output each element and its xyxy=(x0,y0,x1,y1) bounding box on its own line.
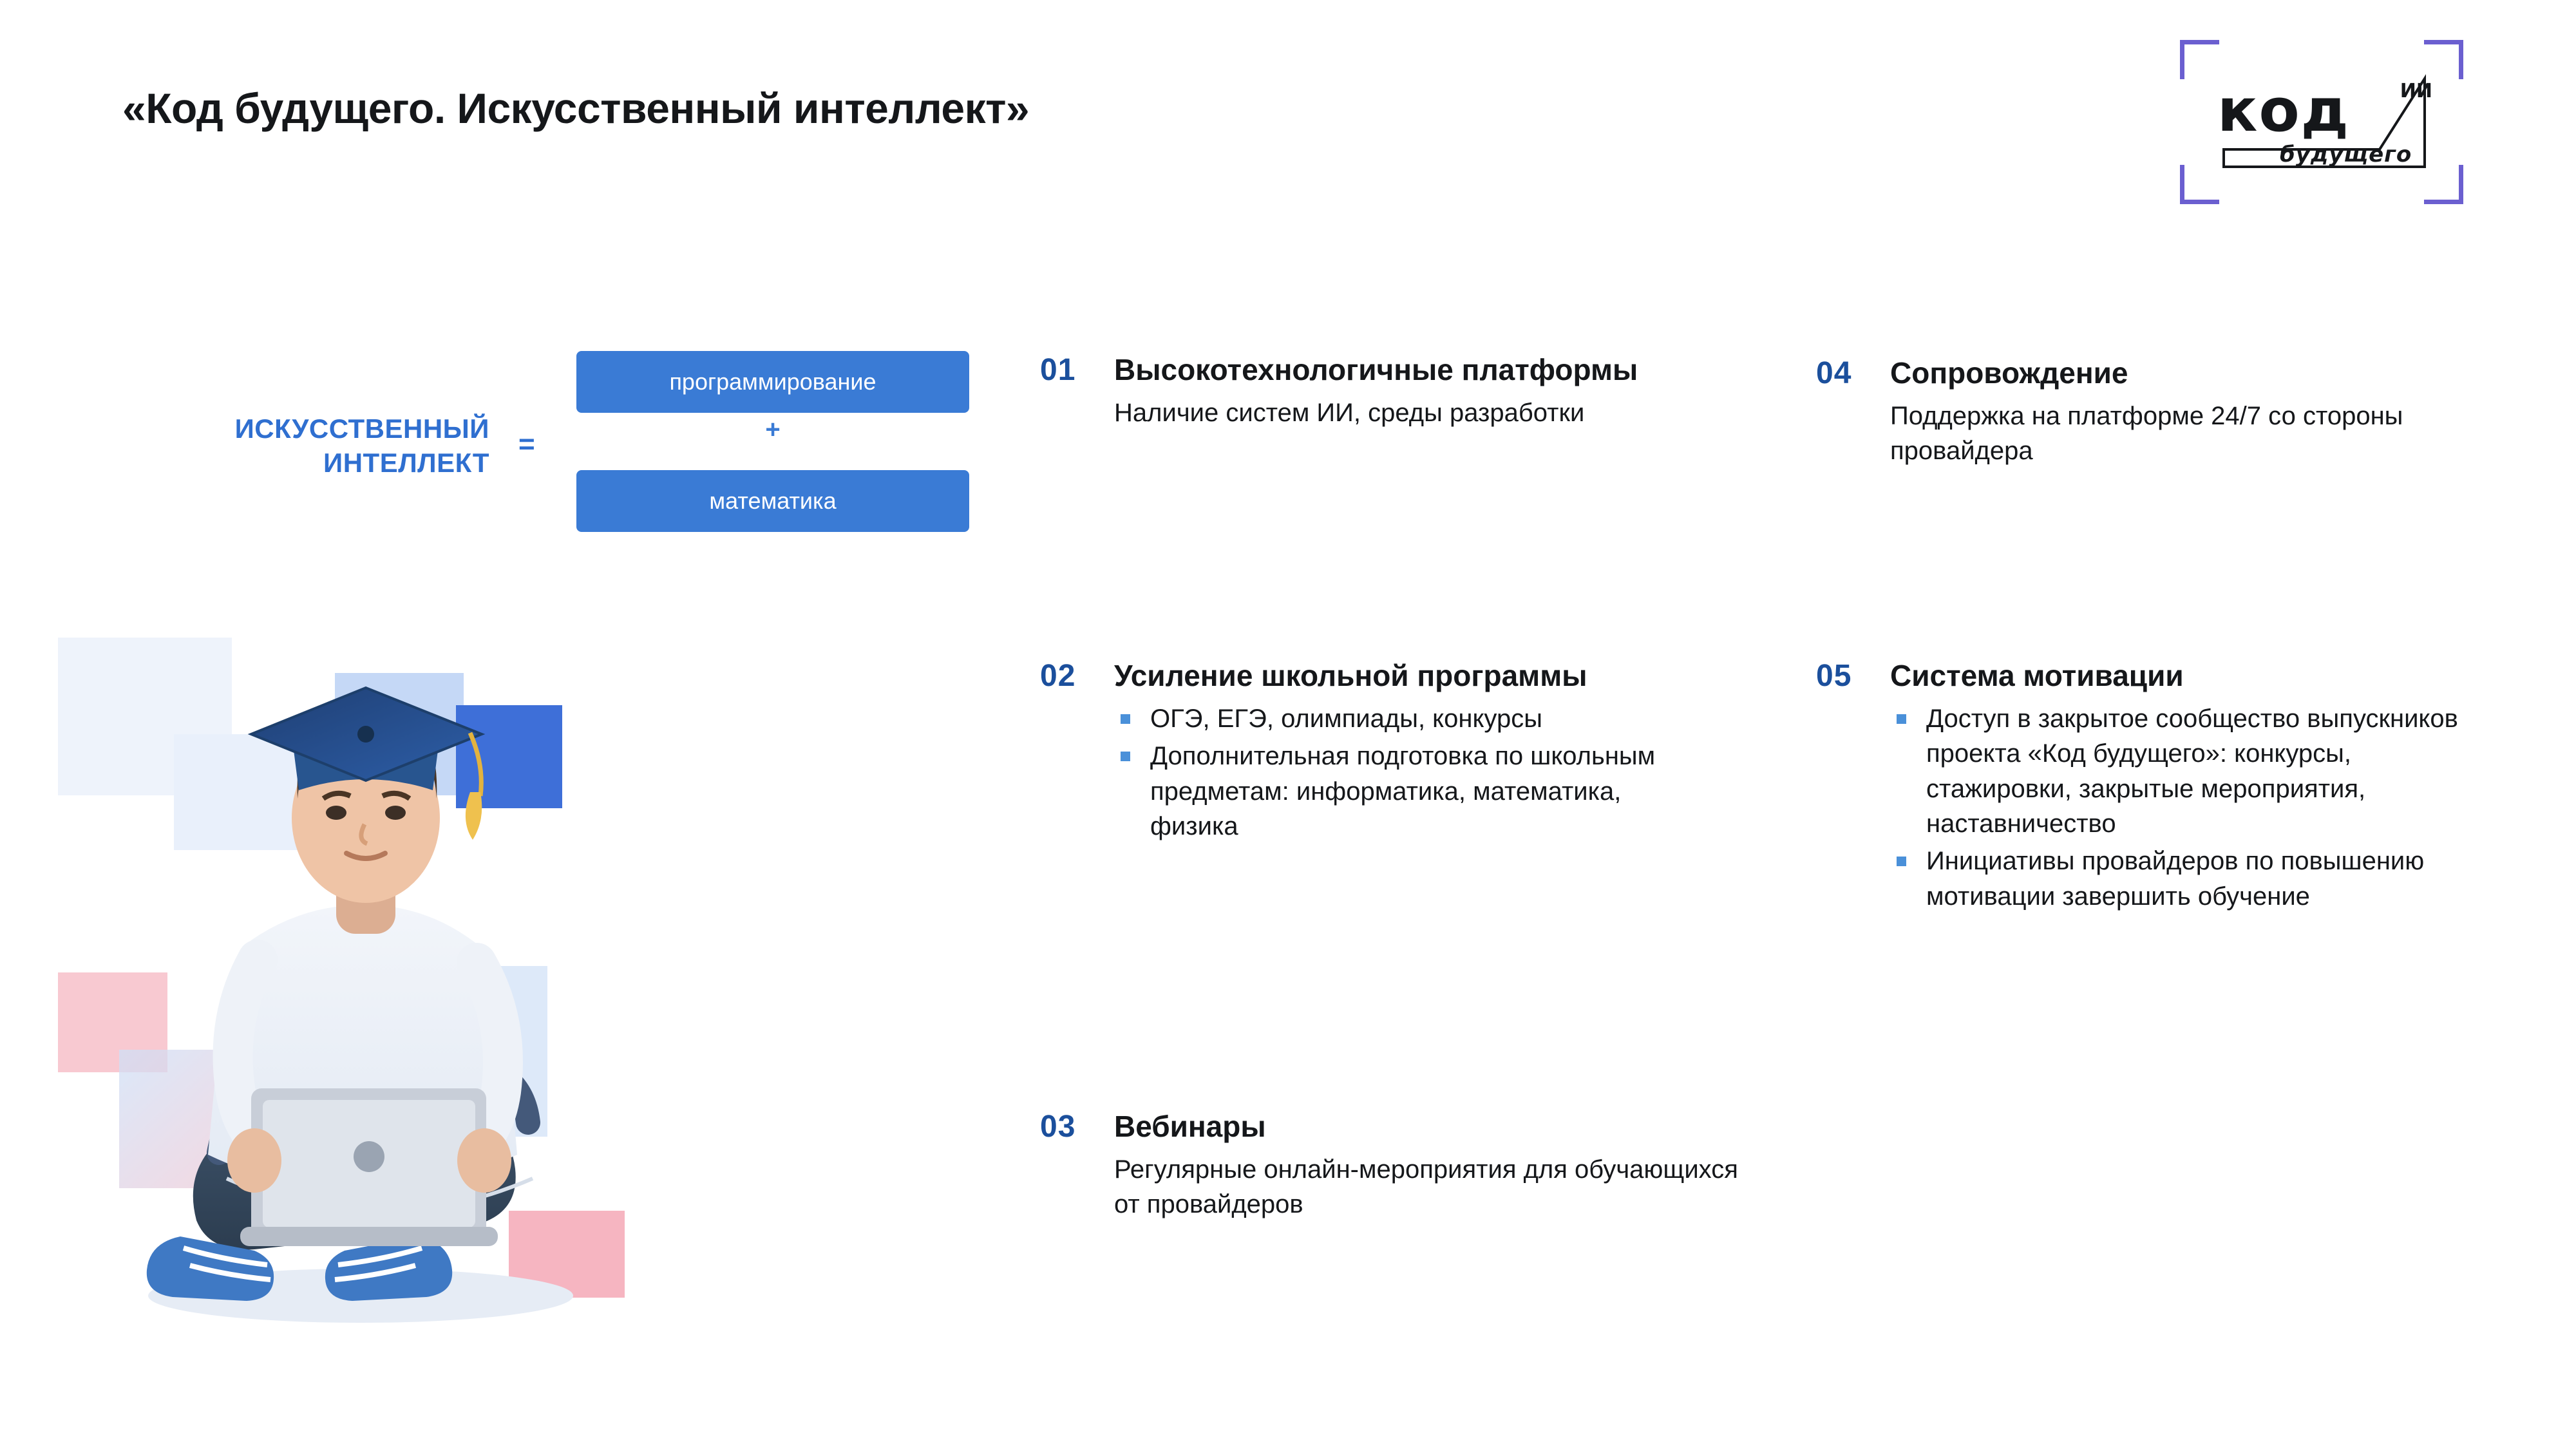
brand-logo xyxy=(2180,40,2463,204)
feature-item-01 xyxy=(1040,351,1832,430)
feature-body-01: Наличие систем ИИ, среды разработки xyxy=(1114,398,1585,427)
logo-badge-ai: ИИ xyxy=(2400,80,2432,102)
feature-number-03: 03 xyxy=(1040,1110,1076,1144)
feature-item-05 xyxy=(1816,657,2499,916)
list-item: Дополнительная подготовка по школьным предметам: информатика, математика, физика xyxy=(1114,739,1716,844)
feature-bullet-list-02 xyxy=(1114,701,1716,844)
feature-number-05: 05 xyxy=(1816,659,1852,693)
feature-body-04: Поддержка на платформе 24/7 со стороны провайдера xyxy=(1890,401,2403,466)
list-item: Инициативы провайдеров по повышению мотивации завершить обучение xyxy=(1890,844,2499,914)
logo-bracket-top-left-icon xyxy=(2180,40,2219,79)
feature-heading-01: Высокотехнологичные платформы xyxy=(1114,353,1638,386)
feature-item-03 xyxy=(1040,1108,1748,1222)
logo-bracket-bottom-right-icon xyxy=(2424,165,2463,204)
list-item: Доступ в закрытое сообщество выпускников проекта «Код будущего»: конкурсы, стажировки, закрытые мероприятия, наставничество xyxy=(1890,701,2499,842)
feature-body-03: Регулярные онлайн-мероприятия для обучающихся от провайдеров xyxy=(1114,1155,1738,1219)
logo-sub-word: будущего xyxy=(2280,142,2412,167)
feature-item-04 xyxy=(1816,354,2492,469)
ai-formula-label xyxy=(129,412,489,480)
page-title: «Код будущего. Искусственный интеллект» xyxy=(122,84,1030,132)
plus-sign: + xyxy=(765,415,781,444)
logo-main-word: код xyxy=(2217,76,2350,145)
feature-number-04: 04 xyxy=(1816,356,1852,390)
feature-heading-02: Усиление школьной программы xyxy=(1114,659,1587,692)
pill-programming: программирование xyxy=(576,351,969,413)
feature-number-01: 01 xyxy=(1040,353,1076,387)
feature-item-02 xyxy=(1040,657,1716,846)
logo-bracket-bottom-left-icon xyxy=(2180,165,2219,204)
ai-formula-label-line2: ИНТЕЛЛЕКТ xyxy=(323,447,489,478)
feature-heading-05: Система мотивации xyxy=(1890,659,2184,692)
ai-formula-label-line1: ИСКУССТВЕННЫЙ xyxy=(234,413,489,444)
feature-number-02: 02 xyxy=(1040,659,1076,693)
feature-bullet-list-05 xyxy=(1890,701,2499,914)
student-illustration xyxy=(58,638,824,1336)
equals-sign: = xyxy=(518,428,535,460)
feature-heading-04: Сопровождение xyxy=(1890,356,2128,390)
list-item: ОГЭ, ЕГЭ, олимпиады, конкурсы xyxy=(1114,701,1716,736)
pill-mathematics: математика xyxy=(576,470,969,532)
feature-heading-03: Вебинары xyxy=(1114,1110,1266,1143)
